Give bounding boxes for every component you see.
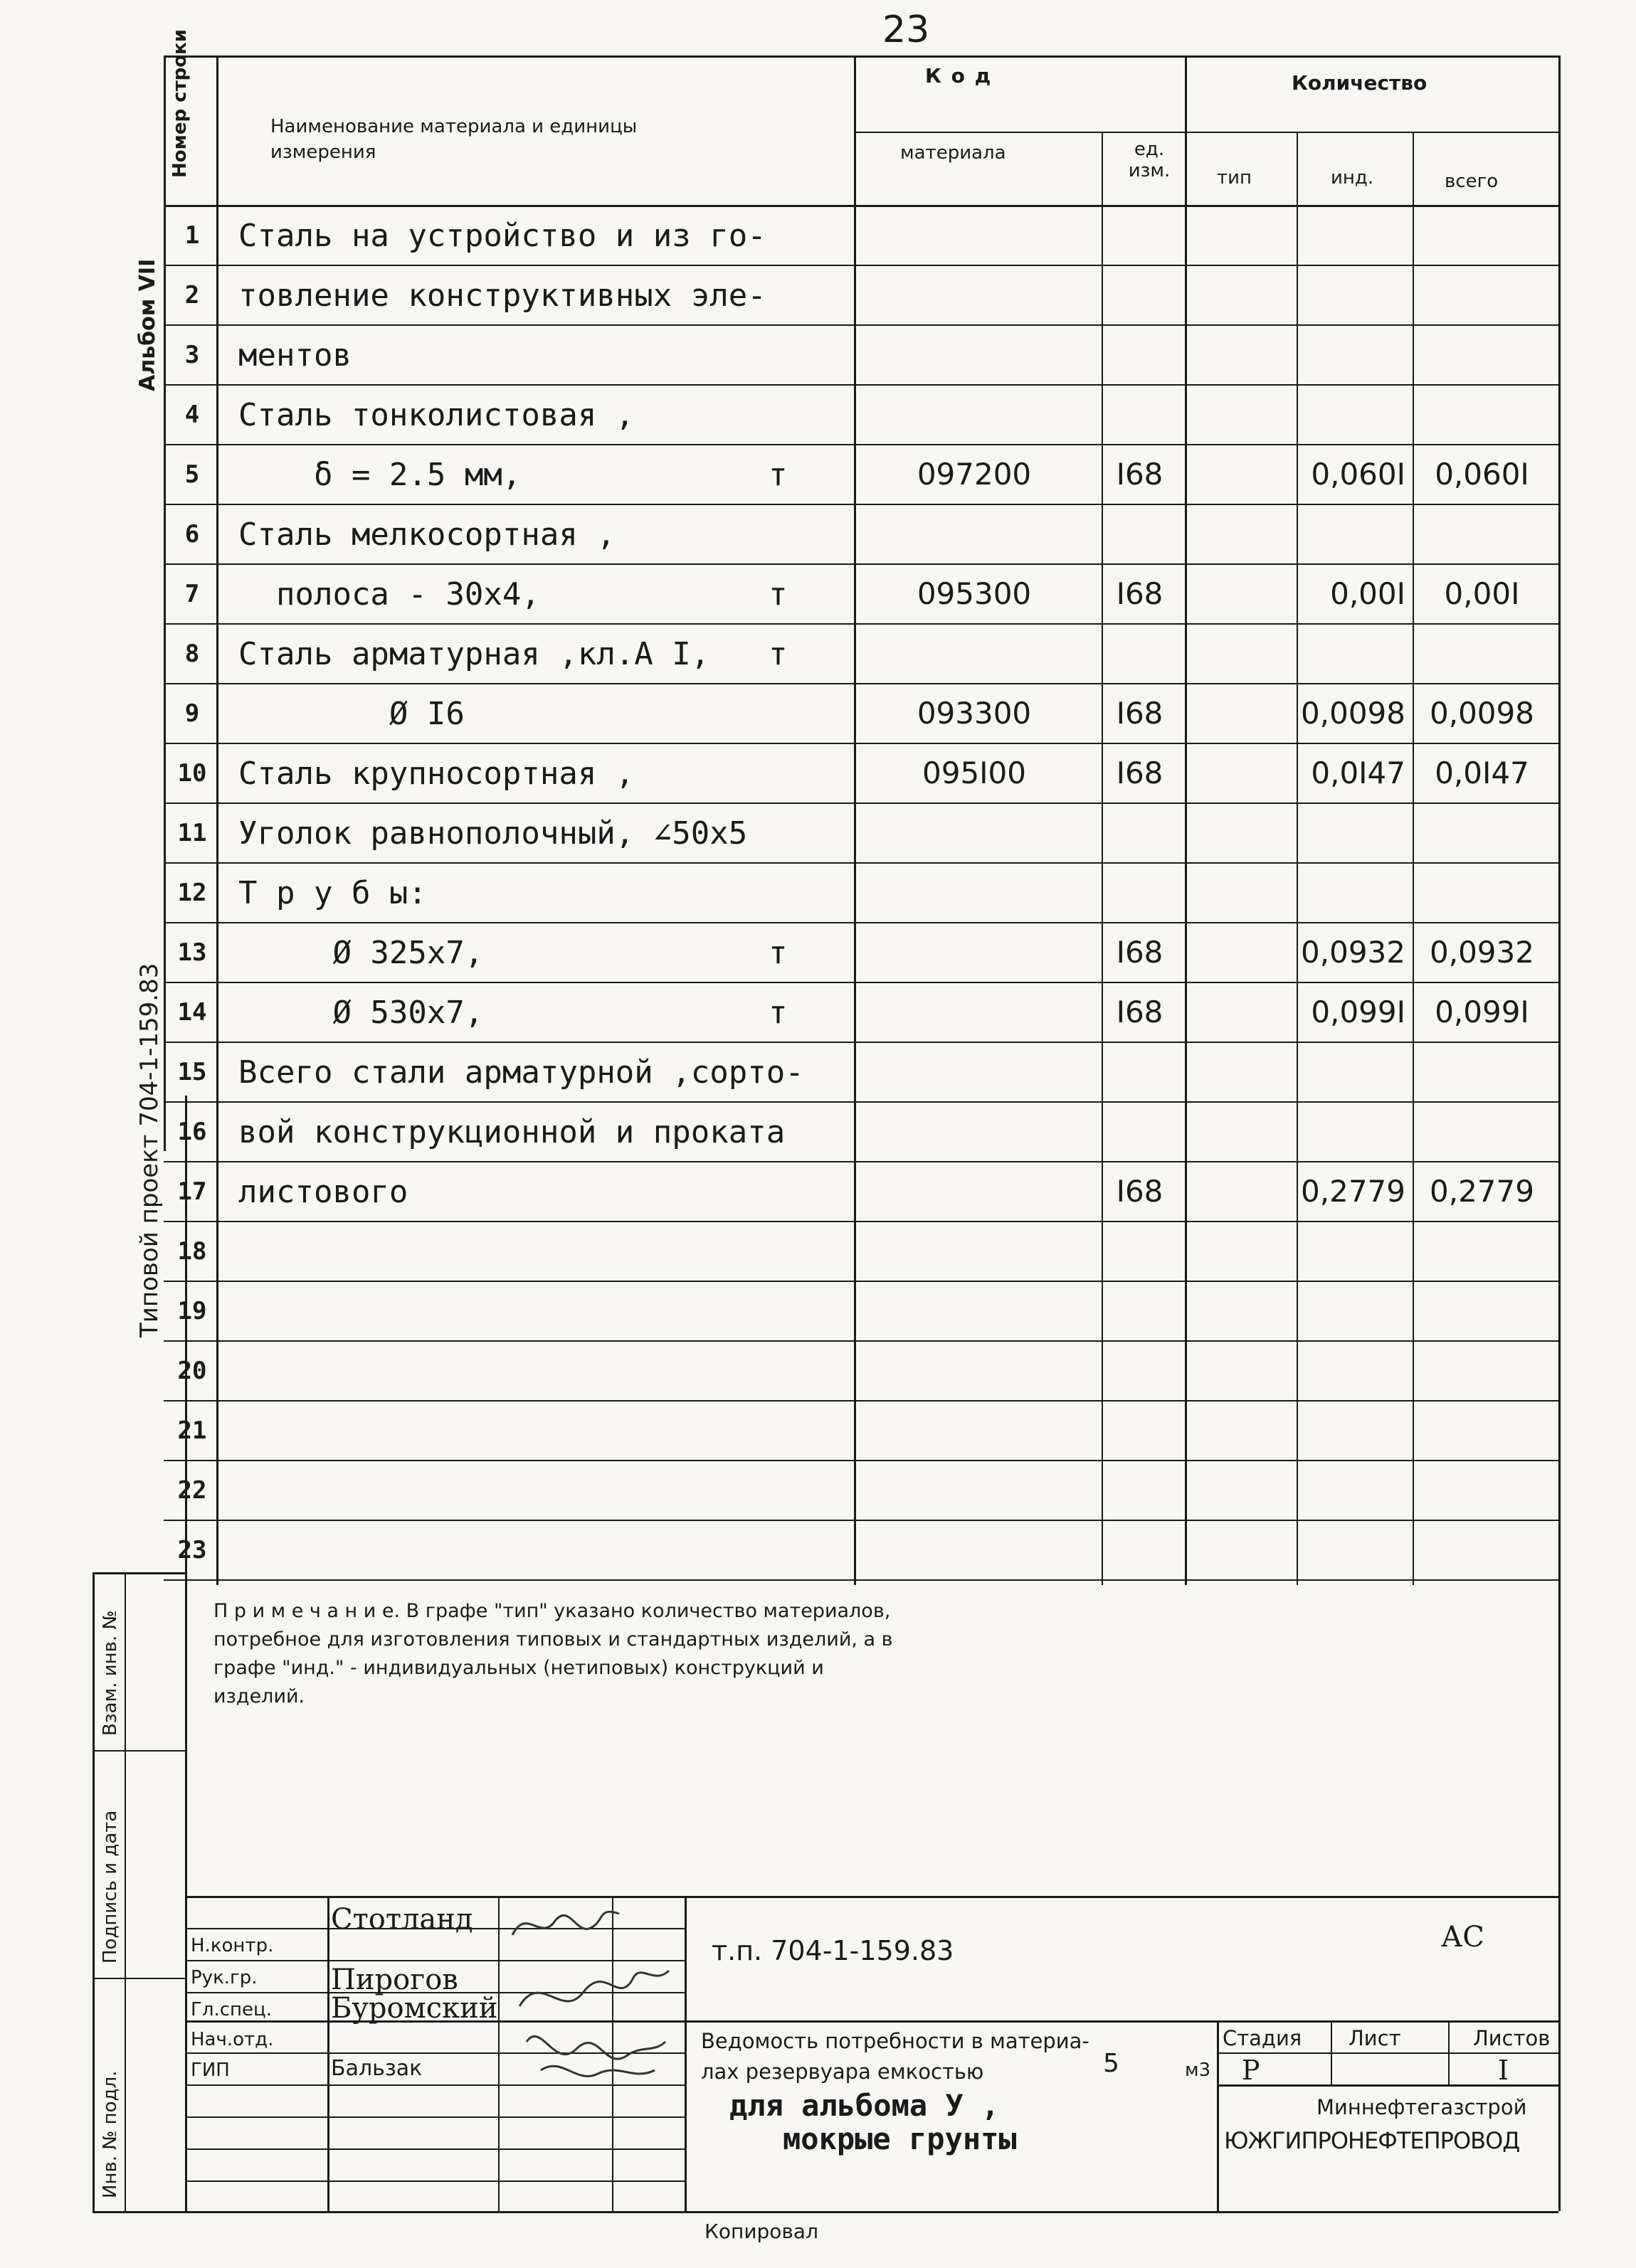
- row-number: 1: [184, 221, 200, 250]
- tb-v7: [1448, 2020, 1450, 2084]
- row-number: 18: [177, 1237, 207, 1266]
- row-number: 5: [184, 460, 200, 489]
- listov-value: I: [1498, 2055, 1509, 2086]
- header-name: Наименование материала и единицы измерения: [270, 116, 638, 163]
- row-name: Сталь на устройство и из го-: [238, 218, 766, 254]
- row-line: [164, 1340, 1558, 1342]
- header-vsego: всего: [1445, 171, 1499, 192]
- row-number: 15: [177, 1058, 207, 1086]
- col-name-right: [854, 55, 856, 1585]
- frame-bottom: [93, 2211, 1558, 2213]
- row-name: Уголок равнополочный, ∠50x5: [238, 815, 748, 852]
- row-name: полоса - 30x4,: [238, 576, 540, 613]
- role-glspec: Гл.спец.: [191, 1999, 272, 2020]
- row-unit: т: [769, 636, 788, 672]
- row-line: [164, 1400, 1558, 1401]
- row-line: [164, 623, 1558, 625]
- row-ind: 0,0I47: [1311, 756, 1405, 790]
- row-line: [164, 1101, 1558, 1103]
- row-code: 097200: [917, 457, 1032, 492]
- row-code: 095300: [917, 576, 1032, 611]
- row-name: Сталь мелкосортная ,: [238, 516, 616, 553]
- row-number: 11: [177, 819, 207, 847]
- stamp-strip-top: [93, 1572, 185, 1574]
- row-unit: т: [769, 995, 788, 1031]
- row-number: 19: [177, 1297, 207, 1325]
- header-bottom: [164, 205, 1558, 207]
- row-unit: т: [769, 457, 788, 493]
- row-edizm: I68: [1116, 756, 1163, 790]
- row-name: Т р у б ы:: [238, 875, 427, 911]
- note-bottom: [185, 1896, 1558, 1898]
- row-line: [164, 1281, 1558, 1282]
- inv-podl-label: Инв. № подл.: [100, 2070, 121, 2198]
- row-line: [164, 743, 1558, 744]
- stadia-label: Стадия: [1223, 2026, 1302, 2050]
- row-number: 4: [184, 401, 200, 429]
- row-ind: 0,099I: [1311, 995, 1405, 1029]
- podpis-data-label: Подпись и дата: [100, 1810, 121, 1964]
- header-kolichestvo: Количество: [1292, 71, 1427, 95]
- row-line: [164, 563, 1558, 565]
- row-name: листового: [238, 1174, 408, 1210]
- header-ed-izm: ед. изм.: [1128, 139, 1171, 181]
- footer-copied: Копировал: [704, 2220, 818, 2243]
- row-vsego: 0,00I: [1444, 576, 1520, 611]
- stamp-strip-mid: [125, 1572, 126, 2211]
- row-line: [164, 802, 1558, 804]
- role-gip: ГИП: [191, 2060, 230, 2081]
- row-name: Ø 530x7,: [238, 995, 484, 1031]
- row-number: 22: [177, 1476, 207, 1505]
- row-vsego: 0,0098: [1430, 696, 1534, 731]
- header-row-number: Номер строки: [169, 29, 191, 178]
- row-name: δ = 2.5 мм,: [238, 457, 522, 493]
- frame-right: [1558, 55, 1561, 2211]
- row-number: 12: [177, 879, 207, 907]
- stamp-strip-div1: [93, 1750, 185, 1752]
- row-line: [164, 982, 1558, 983]
- org-line2: ЮЖГИПРОНЕФТЕПРОВОД: [1224, 2127, 1520, 2154]
- col-tip-right: [1297, 132, 1298, 1585]
- name-stotland: Стотланд: [331, 1903, 473, 1936]
- row-name: Ø I6: [238, 696, 465, 732]
- name-pirogov: Пирогов: [331, 1964, 458, 1996]
- row-name: Ø 325x7,: [238, 935, 484, 971]
- row-line: [164, 504, 1558, 505]
- row-number: 2: [184, 281, 200, 309]
- row-number: 3: [184, 341, 200, 369]
- volume-value: 5: [1103, 2049, 1119, 2078]
- row-number: 9: [184, 699, 200, 728]
- row-edizm: I68: [1116, 576, 1163, 611]
- page-number: 23: [882, 9, 930, 51]
- header-tip: тип: [1217, 167, 1252, 189]
- header-material: материала: [900, 142, 1006, 164]
- row-vsego: 0,060I: [1435, 457, 1529, 492]
- row-number: 14: [177, 998, 207, 1027]
- row-name: Сталь арматурная ,кл.A I,: [238, 636, 710, 672]
- frame-left-main: [164, 55, 166, 1151]
- note-text: П р и м е ч а н и е. В графе "тип" указано количество материалов, потребное для изготовления типовых и стандартных изделий, а в графе "инд." - индивидуальных (нетиповых) конструкций и изделий.: [213, 1600, 893, 1707]
- col-rownum-right: [216, 55, 218, 1585]
- album-side-label: Альбом VII: [135, 258, 160, 391]
- row-number: 20: [177, 1357, 207, 1385]
- row-edizm: I68: [1116, 935, 1163, 970]
- row-ind: 0,2779: [1301, 1174, 1405, 1209]
- listov-label: Листов: [1473, 2026, 1551, 2050]
- tb-h8: [185, 2148, 685, 2150]
- row-number: 7: [184, 580, 200, 608]
- row-line: [164, 324, 1558, 326]
- volume-unit: м3: [1185, 2060, 1211, 2081]
- row-number: 10: [177, 759, 207, 788]
- row-line: [164, 444, 1558, 445]
- row-edizm: I68: [1116, 995, 1163, 1029]
- stamp-strip-left: [93, 1572, 95, 2211]
- role-nachotd: Нач.отд.: [191, 2029, 274, 2050]
- row-name: ментов: [238, 337, 352, 373]
- stadia-value: Р: [1242, 2055, 1260, 2086]
- name-buromsky: Буромский: [331, 1992, 498, 2025]
- row-line: [164, 922, 1558, 923]
- row-unit: т: [769, 576, 788, 613]
- tb-v6: [1331, 2020, 1332, 2084]
- row-line: [164, 384, 1558, 386]
- row-line: [164, 1042, 1558, 1043]
- row-number: 17: [177, 1177, 207, 1206]
- row-name: Всего стали арматурной ,сорто-: [238, 1054, 804, 1091]
- tb-h9: [185, 2180, 685, 2182]
- row-number: 13: [177, 938, 207, 967]
- row-line: [164, 1520, 1558, 1521]
- row-code: 095I00: [922, 756, 1026, 790]
- row-line: [164, 1221, 1558, 1222]
- tb-h10: [1217, 2052, 1558, 2054]
- header-subdivider: [854, 132, 1558, 133]
- row-ind: 0,0932: [1301, 935, 1405, 970]
- signatures: [498, 1899, 683, 2099]
- row-number: 8: [184, 640, 200, 668]
- row-name: вой конструкционной и проката: [238, 1114, 786, 1150]
- col-edizm-right: [1185, 55, 1187, 1585]
- row-edizm: I68: [1116, 457, 1163, 492]
- row-line: [164, 1161, 1558, 1162]
- row-line: [164, 683, 1558, 684]
- header-kod: К о д: [925, 64, 993, 88]
- row-vsego: 0,0I47: [1435, 756, 1529, 790]
- title-line4: мокрые грунты: [783, 2121, 1017, 2156]
- row-vsego: 0,099I: [1435, 995, 1529, 1029]
- row-number: 21: [177, 1416, 207, 1445]
- row-number: 16: [177, 1118, 207, 1146]
- row-line: [164, 862, 1558, 864]
- row-ind: 0,00I: [1330, 576, 1405, 611]
- name-balzak: Бальзак: [331, 2056, 423, 2081]
- stamp-strip-div2: [93, 1978, 185, 1979]
- row-name: Сталь тонколистовая ,: [238, 397, 635, 433]
- col-code-right: [1102, 132, 1103, 1585]
- tb-v5: [1217, 2020, 1219, 2211]
- row-vsego: 0,0932: [1430, 935, 1534, 970]
- row-edizm: I68: [1116, 696, 1163, 731]
- project-code: т.п. 704-1-159.83: [712, 1935, 954, 1966]
- title-line3: для альбома У ,: [729, 2088, 1000, 2123]
- row-code: 093300: [917, 696, 1032, 731]
- row-line: [164, 1579, 1558, 1581]
- title-line1: Ведомость потребности в материа-: [701, 2029, 1089, 2053]
- header-ind: инд.: [1331, 167, 1374, 189]
- row-vsego: 0,2779: [1430, 1174, 1534, 1209]
- row-edizm: I68: [1116, 1174, 1163, 1209]
- list-label: Лист: [1349, 2026, 1401, 2050]
- col-ind-right: [1413, 132, 1414, 1585]
- tb-h7: [185, 2116, 685, 2118]
- row-line: [164, 265, 1558, 266]
- title-line2: лах резервуара емкостью: [701, 2060, 984, 2084]
- row-name: товление конструктивных эле-: [238, 277, 766, 314]
- org-line1: Миннефтегазстрой: [1316, 2095, 1527, 2119]
- row-ind: 0,060I: [1311, 457, 1405, 492]
- row-ind: 0,0098: [1301, 696, 1405, 731]
- role-rukgr: Рук.гр.: [191, 1967, 258, 1988]
- row-number: 23: [177, 1536, 207, 1564]
- frame-top: [164, 55, 1558, 58]
- row-unit: т: [769, 935, 788, 971]
- role-nkontr: Н.контр.: [191, 1935, 274, 1956]
- tb-v4: [685, 1896, 687, 2211]
- vzam-inv-label: Взам. инв. №: [100, 1610, 121, 1736]
- row-name: Сталь крупносортная ,: [238, 756, 635, 792]
- project-side-label: Типовой проект 704-1-159.83: [135, 963, 164, 1337]
- row-line: [164, 1460, 1558, 1461]
- section-code: АС: [1441, 1921, 1484, 1954]
- row-number: 6: [184, 520, 200, 549]
